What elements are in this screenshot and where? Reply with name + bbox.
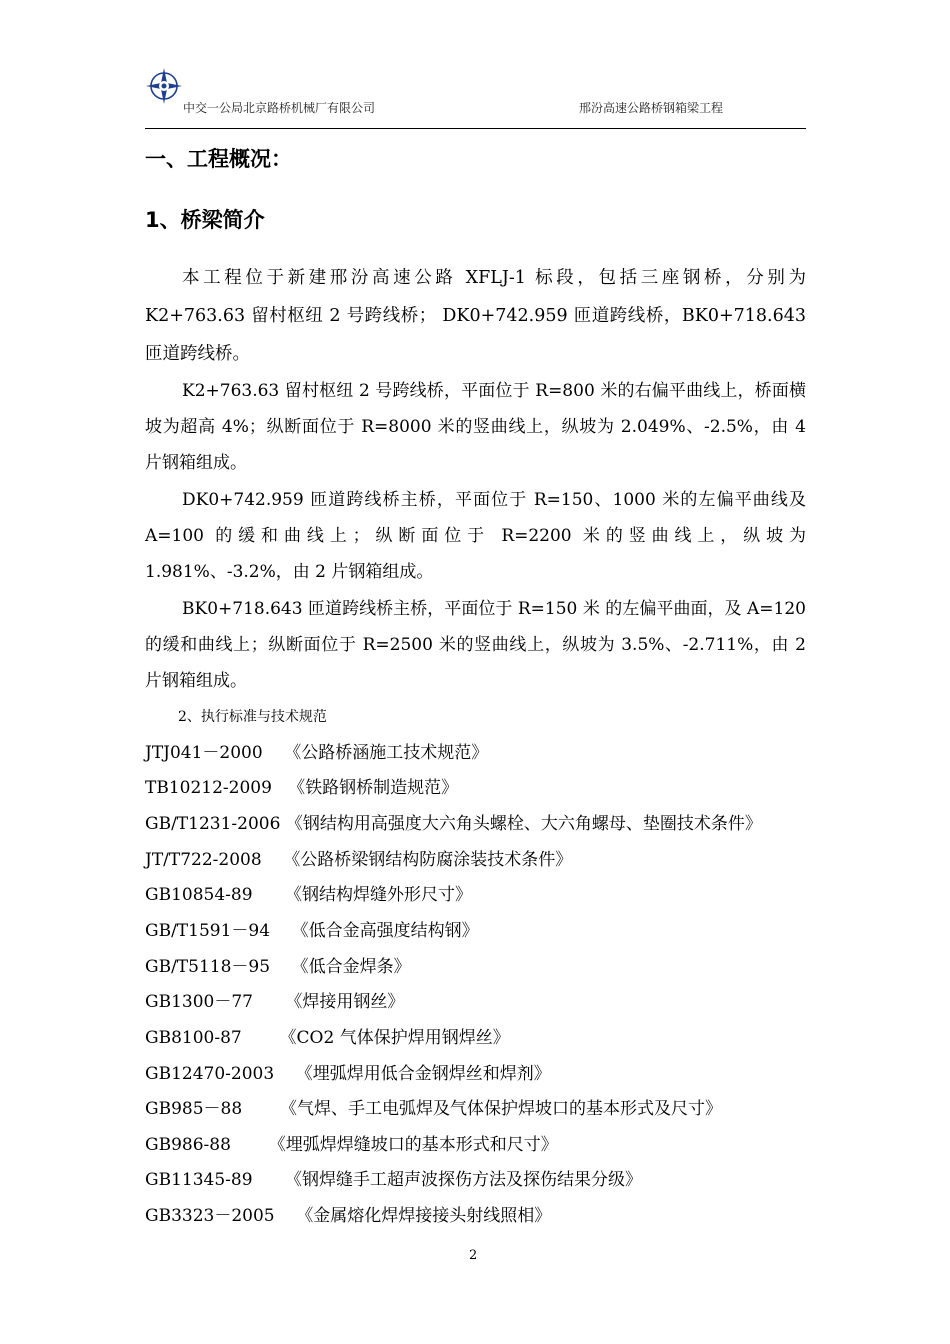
paragraph-overview: 本工程位于新建邢汾高速公路 XFLJ-1 标段，包括三座钢桥，分别为 K2+763.63 留村枢纽 2 号跨线桥； DK0+742.959 匝道跨线桥，BK0+718.643 匝道跨线桥。 — [145, 268, 806, 364]
standards-heading: 2、执行标准与技术规范 — [178, 709, 327, 725]
paragraph-bridge-bk0: BK0+718.643 匝道跨线桥主桥，平面位于 R=150 米 的左偏平曲面，及 A=120 的缓和曲线上；纵断面位于 R=2500 米的竖曲线上，纵坡为 3.5%、-2.711%，由 2 片钢箱组成。 — [145, 599, 806, 691]
paragraph-bridge-k2: K2+763.63 留村枢纽 2 号跨线桥，平面位于 R=800 米的右偏平曲线上，桥面横坡为超高 4%；纵断面位于 R=8000 米的竖曲线上，纵坡为 2.049%、-2.5%，由 4 片钢箱组成。 — [145, 381, 806, 473]
page-header — [145, 66, 806, 129]
paragraph-bridge-dk0: DK0+742.959 匝道跨线桥主桥，平面位于 R=150、1000 米的左偏平曲线及 A=100 的缓和曲线上；纵断面位于 R=2200 米的竖曲线上，纵坡为 1.981%、-3.2%，由 2 片钢箱组成。 — [145, 490, 806, 582]
standard-item: GB11345-89 《钢焊缝手工超声波探伤方法及探伤结果分级》 — [145, 1170, 642, 1190]
page-number: 2 — [469, 1248, 478, 1263]
subsection-title: 1、桥梁简介 — [145, 208, 265, 232]
standard-item: GB/T1231-2006 《钢结构用高强度大六角头螺栓、大六角螺母、垫圈技术条件》 — [145, 814, 762, 834]
standard-item: GB12470-2003 《埋弧焊用低合金钢焊丝和焊剂》 — [145, 1064, 551, 1084]
section-title: 一、工程概况： — [145, 147, 292, 171]
standard-item: TB10212-2009 《铁路钢桥制造规范》 — [145, 778, 459, 798]
header-project: 邢汾高速公路桥钢箱梁工程 — [579, 101, 724, 115]
standard-item: GB986-88 《埋弧焊焊缝坡口的基本形式和尺寸》 — [145, 1135, 558, 1155]
standard-item: GB985－88 《气焊、手工电弧焊及气体保护焊坡口的基本形式及尺寸》 — [145, 1099, 722, 1119]
standard-item: GB10854-89 《钢结构焊缝外形尺寸》 — [145, 885, 472, 905]
standard-item: GB/T5118－95 《低合金焊条》 — [145, 957, 411, 977]
standard-item: JT/T722-2008 《公路桥梁钢结构防腐涂装技术条件》 — [145, 850, 573, 870]
standard-item: GB8100-87 《CO2 气体保护焊用钢焊丝》 — [145, 1028, 510, 1048]
standard-item: GB/T1591－94 《低合金高强度结构钢》 — [145, 921, 479, 941]
standard-item: GB3323－2005 《金属熔化焊焊接接头射线照相》 — [145, 1206, 552, 1226]
header-company: 中交一公局北京路桥机械厂有限公司 — [183, 101, 376, 115]
standard-item: JTJ041－2000 《公路桥涵施工技术规范》 — [145, 743, 489, 763]
standard-item: GB1300－77 《焊接用钢丝》 — [145, 992, 405, 1012]
company-logo-icon — [145, 66, 183, 106]
